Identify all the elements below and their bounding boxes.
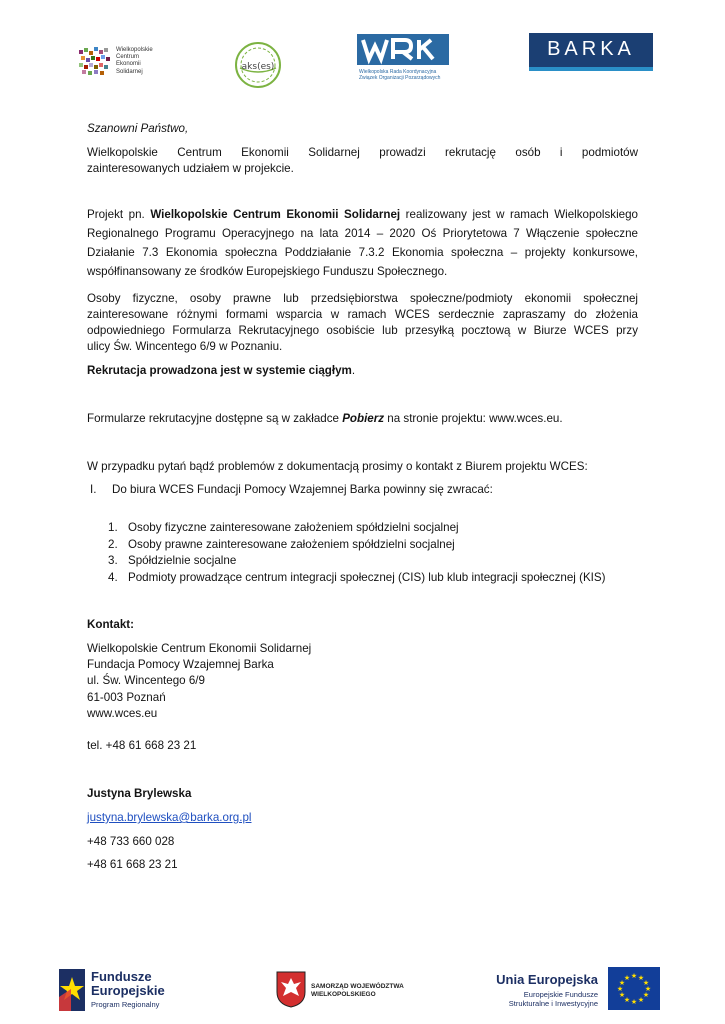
contact-foundation: Fundacja Pomocy Wzajemnej Barka (87, 658, 274, 671)
barka-text: BARKA (547, 38, 635, 60)
contact-tel: tel. +48 61 668 23 21 (87, 739, 197, 752)
logo-wces (78, 46, 178, 80)
recruitment-note: Rekrutacja prowadzona jest w systemie ciągłym. (87, 364, 356, 377)
list-item-number: 2. (108, 538, 118, 551)
list-item: Podmioty prowadzące centrum integracji społecznej (CIS) lub klub integracji społecznej (KIS) (128, 571, 606, 584)
svg-text:★: ★ (642, 991, 650, 999)
project-name: Wielkopolskie Centrum Ekonomii Solidarnej (150, 208, 401, 221)
questions-note: W przypadku pytań bądź problemów z dokumentacją prosimy o kontakt z Biurem projektu WCES: (87, 460, 588, 473)
list-item: Spółdzielnie socjalne (128, 554, 237, 567)
svg-text:★: ★ (630, 998, 638, 1006)
project-line-2: Regionalnego Programu Operacyjnego na lata 2014 – 2020 Oś Priorytetowa 7 Włączenie społeczne (87, 227, 638, 240)
persons-line-1: Osoby fizyczne, osoby prawne lub przedsiębiorstwa społeczne/podmioty ekonomii społecznej (87, 292, 638, 305)
roman-item-text: Do biura WCES Fundacji Pomocy Wzajemnej Barka powinny się zwracać: (112, 483, 493, 496)
eu-flag-icon (608, 967, 660, 1010)
svg-text:★: ★ (637, 996, 645, 1004)
svg-text:★: ★ (618, 991, 626, 999)
salutation: Szanowni Państwo, (87, 122, 189, 135)
contact-heading: Kontakt: (87, 618, 135, 631)
forms-note: Formularze rekrutacyjne dostępne są w zakładce Pobierz na stronie projektu: www.wces.eu. (87, 412, 563, 425)
logo-fundusze-europejskie: Fundusze Europejskie Program Regionalny (57, 965, 187, 1015)
intro-line-1: Wielkopolskie Centrum Ekonomii Solidarnej prowadzi rekrutację osób i podmiotów (87, 146, 638, 159)
svg-text:★: ★ (623, 996, 631, 1004)
intro-line-2: zainteresowanych udziałem w projekcie. (87, 162, 294, 175)
persons-line-2: zainteresowane różnymi formami wsparcia w ramach WCES serdecznie zapraszamy do złożenia (87, 308, 638, 321)
svg-text:★: ★ (637, 974, 645, 982)
svg-text:★: ★ (642, 979, 650, 987)
contact-person: Justyna Brylewska (87, 787, 192, 800)
wrk-caption: Wielkopolska Rada Koordynacyjna Związek Organizacji Pozarządowych (359, 69, 441, 81)
mosaic-icon (78, 46, 112, 76)
persons-line-3: odpowiedniego Formularza Rekrutacyjnego osobiście lub przesyłką pocztową w Biurze WCES przy (87, 324, 638, 337)
barka-stripe (529, 67, 653, 71)
svg-text:★: ★ (618, 979, 626, 987)
list-item: Osoby fizyczne zainteresowane założeniem spółdzielni socjalnej (128, 521, 459, 534)
eagle-shield-icon (275, 970, 307, 1008)
svg-text:★: ★ (630, 972, 638, 980)
contact-street: ul. Św. Wincentego 6/9 (87, 674, 205, 687)
logo-samorzad-wielkopolski: SAMORZĄD WOJEWÓDZTWA WIELKOPOLSKIEGO (275, 970, 415, 1010)
list-item: Osoby prawne zainteresowane założeniem spółdzielni socjalnej (128, 538, 455, 551)
svg-text:★: ★ (644, 985, 652, 993)
logo-wces-text: Wielkopolskie Centrum Ekonomii Solidarnej (116, 47, 153, 75)
contact-website: www.wces.eu (87, 707, 158, 720)
contact-org: Wielkopolskie Centrum Ekonomii Solidarnej (87, 642, 312, 655)
logo-aks (232, 40, 284, 90)
pobierz-tab-name: Pobierz (342, 412, 385, 425)
wrk-mark-icon (357, 34, 449, 65)
wrk-emblem (357, 34, 449, 65)
logo-unia-europejska: Unia Europejska Europejskie Fundusze Strukturalne i Inwestycyjne ★ ★ ★ ★ ★ ★ ★ ★ ★ ★ ★ ★ (485, 965, 660, 1015)
fe-star-icon (57, 967, 87, 1013)
aks-text: aks(es) (241, 62, 275, 72)
logo-barka (529, 33, 653, 71)
svg-text:★: ★ (616, 985, 624, 993)
list-item-number: 1. (108, 521, 118, 534)
project-line-4: współfinansowany ze środków Europejskiego Funduszu Społecznego. (87, 265, 448, 278)
eu-stars-icon (608, 967, 660, 1010)
contact-city: 61-003 Poznań (87, 691, 166, 704)
contact-phone-1: +48 733 660 028 (87, 835, 175, 848)
project-line-3: Działanie 7.3 Ekonomia społeczna Poddziałanie 7.3.2 Ekonomia społeczna – projekty konkursowe, (87, 246, 638, 259)
contact-phone-2: +48 61 668 23 21 (87, 858, 178, 871)
svg-text:★: ★ (623, 974, 631, 982)
roman-numeral: I. (90, 483, 97, 496)
email-link[interactable]: justyna.brylewska@barka.org.pl (87, 811, 252, 824)
aks-emblem-icon (232, 40, 284, 90)
list-item-number: 3. (108, 554, 118, 567)
list-item-number: 4. (108, 571, 118, 584)
project-line-1: Projekt pn. Wielkopolskie Centrum Ekonomii Solidarnej realizowany jest w ramach Wielkopolskiego (87, 208, 638, 221)
logo-wrk (357, 34, 453, 86)
persons-line-4: ulicy Św. Wincentego 6/9 w Poznaniu. (87, 340, 283, 353)
